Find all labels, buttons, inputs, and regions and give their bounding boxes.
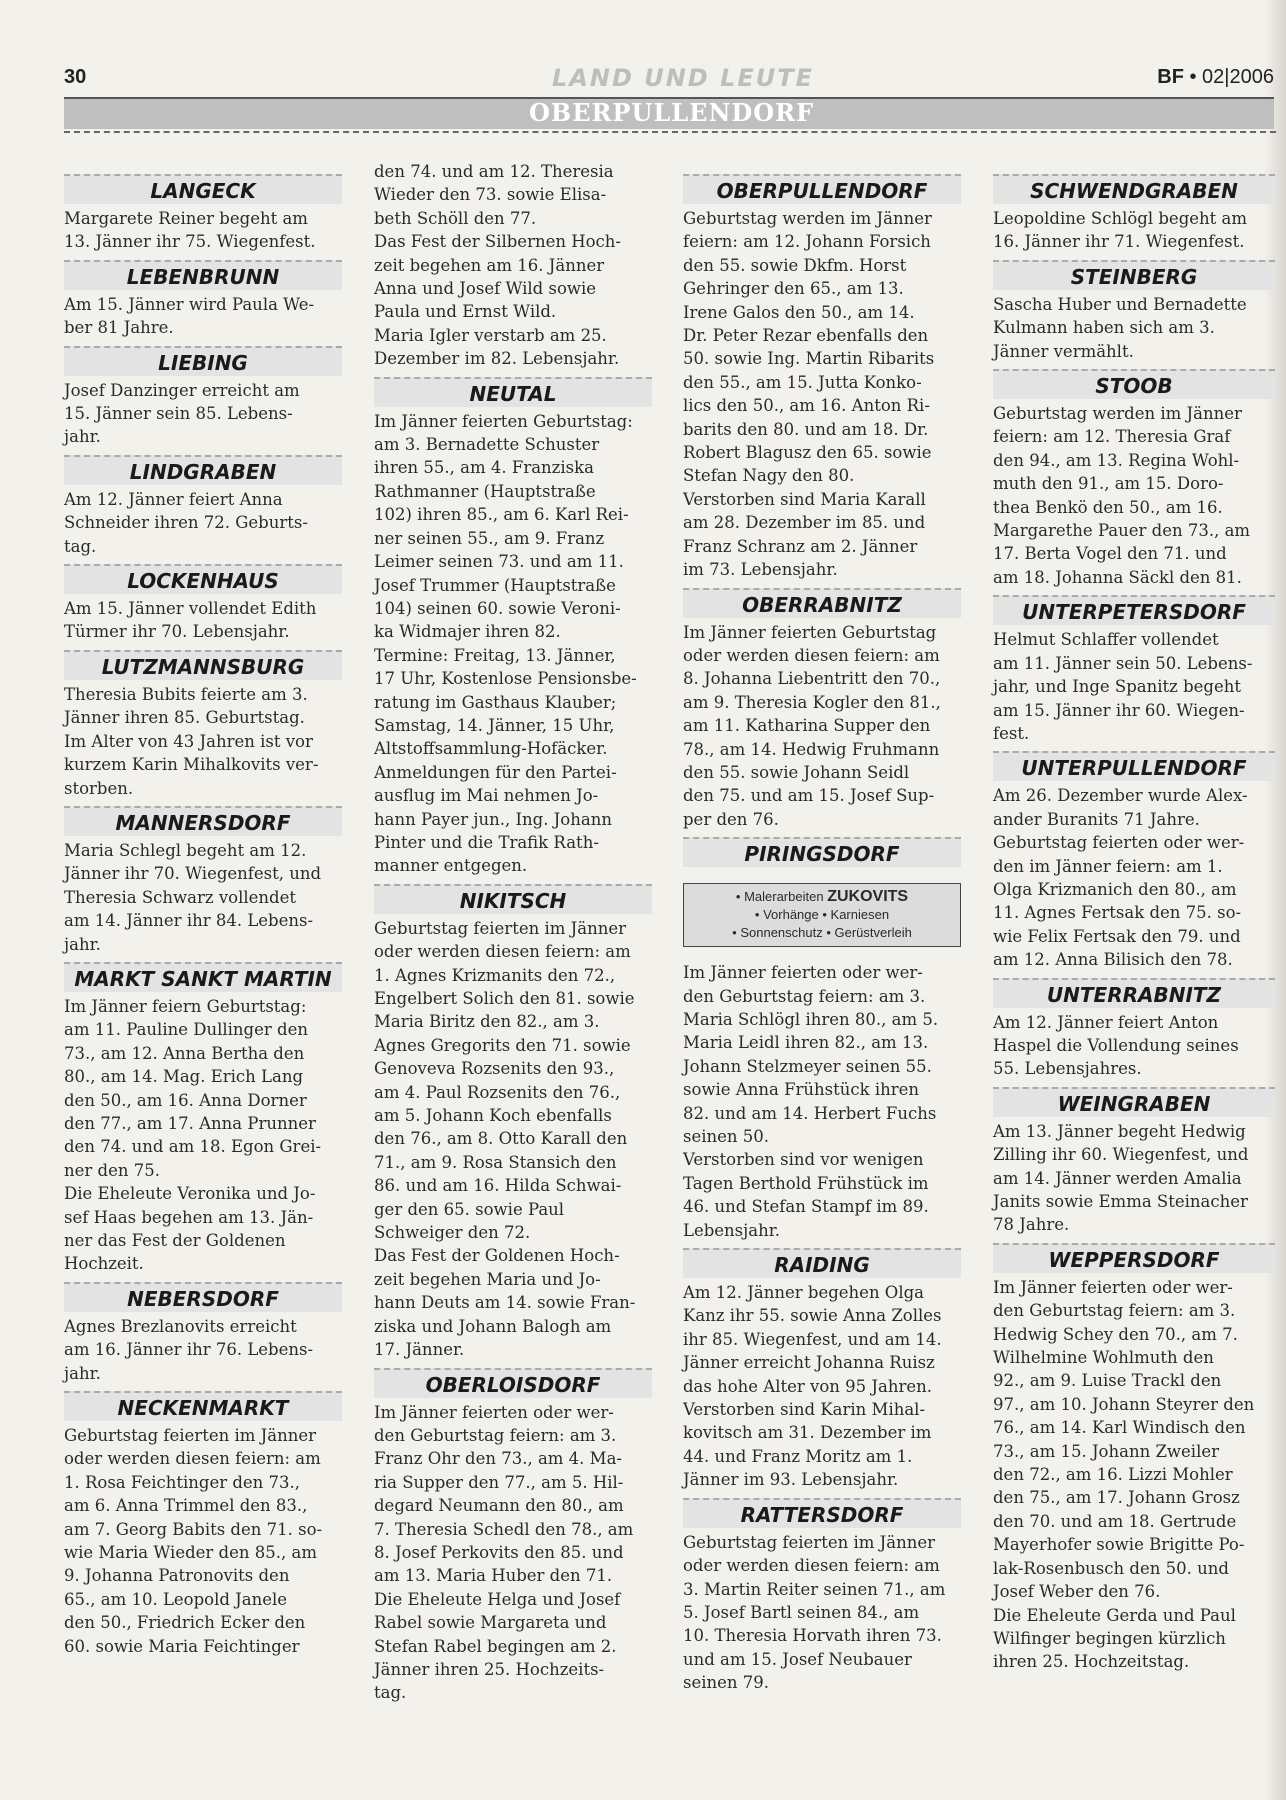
article-text: Geburtstag feierten im Jänner oder werden diesen feiern: am 1. Agnes Krizmanits den 72., Engelbert Solich den 81. sowie Maria Biritz den 82., am 3. Agnes Gregorits den 71. sowie Genoveva Rozsenits den 93., am 4. Paul Rozsenits den 76., am 5. Johann Koch ebenfalls den 76., am 8. Otto Karall den 71., am 9. Rosa Stansich den 86. und am 16. Hilda Schwai- ger den 65. sowie Paul Schweiger den 72. Das Fest der Goldenen Hoch- zeit begehen Maria und Jo- hann Deuts am 14. sowie Fran- ziska und Johann Balogh am 17. Jänner. [374,918,636,1360]
article-text: Am 12. Jänner feiert Anna Schneider ihren 72. Geburts- tag. [64,489,308,556]
town-heading: LEBENBRUNN [64,260,342,290]
ad-line-1 [690,888,954,906]
town-heading: MANNERSDORF [64,806,342,836]
advertisement-box [683,883,961,947]
article-text: Am 12. Jänner feiert Anton Haspel die Vollendung seines 55. Lebensjahres. [993,1012,1239,1079]
town-heading: OBERRABNITZ [683,588,961,618]
article-text: Im Jänner feierten Geburtstag oder werden diesen feiern: am 8. Johanna Liebentritt den 70., am 9. Theresia Kogler den 81., am 11. Katharina Supper den 78., am 14. Hedwig Fruhmann den 55. sowie Johann Seidl den 75. und am 15. Josef Sup- per den 76. [683,622,941,829]
town-heading: NEBERSDORF [64,1282,342,1312]
region-banner [64,97,1274,129]
article-text: den 74. und am 12. Theresia Wieder den 73. sowie Elisa- beth Schöll den 77. Das Fest der Silbernen Hoch- zeit begehen am 16. Jänner Anna und Josef Wild sowie Paula und Ernst Wild. Maria Igler verstarb am 25. Dezember im 82. Lebensjahr. [374,162,621,369]
town-heading: LOCKENHAUS [64,564,342,594]
article-text: Theresia Bubits feierte am 3. Jänner ihren 85. Geburtstag. Im Alter von 43 Jahren ist vor kurzem Karin Mihalkovits ver- storben. [64,684,319,798]
town-heading: PIRINGSDORF [683,837,961,867]
article-text: Im Jänner feierten oder wer- den Geburtstag feiern: am 3. Maria Schlögl ihren 80., am 5. Maria Leidl ihren 82., am 13. Johann Stelzmeyer seinen 55. sowie Anna Frühstück ihren 82. und am 14. Herbert Fuchs seinen 50. Verstorben sind vor wenigen Tagen Berthold Frühstück im 46. und Stefan Stampf im 89. Lebensjahr. [683,963,939,1240]
ad-line-2: • Vorhänge • Karniesen [754,907,890,923]
article-text: Geburtstag feierten im Jänner oder werden diesen feiern: am 1. Rosa Feichtinger den 73., am 6. Anna Trimmel den 83., am 7. Georg Babits den 71. so- wie Maria Wieder den 85., am 9. Johanna Patronovits den 65., am 10. Leopold Janele den 50., Friedrich Ecker den 60. sowie Maria Feichtinger [64,1426,323,1656]
column-3 [683,160,961,1701]
page-number: 30 [64,66,87,88]
town-heading: STEINBERG [993,260,1275,290]
town-heading: RAIDING [683,1248,961,1278]
article-text: Margarete Reiner begeht am 13. Jänner ihr 75. Wiegenfest. [64,209,316,252]
article-text: Leopoldine Schlögl begeht am 16. Jänner ihr 71. Wiegenfest. [993,209,1248,252]
issue-number: • 02|2006 [1189,66,1274,88]
town-heading: WEINGRABEN [993,1087,1275,1117]
article-text: Josef Danzinger erreicht am 15. Jänner sein 85. Lebens- jahr. [64,380,300,447]
region-title: OBERPULLENDORF [529,98,815,127]
ad-line-1-prefix: • Malerarbeiten [735,889,824,905]
article-text: Am 15. Jänner wird Paula We- ber 81 Jahre. [64,294,315,338]
article-text: Geburtstag feierten im Jänner oder werden diesen feiern: am 3. Martin Reiter seinen 71., am 5. Josef Bartl seinen 84., am 10. Theresia Horvath ihren 73. und am 15. Josef Neubauer seinen 79. [683,1532,946,1693]
article-text: Geburtstag werden im Jänner feiern: am 12. Johann Forsich den 55. sowie Dkfm. Horst Gehringer den 65., am 13. Irene Galos den 50., am 14. Dr. Peter Rezar ebenfalls den 50. sowie Ing. Martin Ribarits den 55., am 15. Jutta Konko- lics den 50., am 16. Anton Ri- barits den 80. und am 18. Dr. Robert Blagusz den 65. sowie Stefan Nagy den 80. Verstorben sind Maria Karall am 28. Dezember im 85. und Franz Schranz am 2. Jänner im 73. Lebensjahr. [683,209,935,580]
article-text: Helmut Schlaffer vollendet am 11. Jänner sein 50. Lebens- jahr, und Inge Spanitz begeht am 15. Jänner ihr 60. Wiegen- fest. [993,630,1253,743]
article-text: Im Jänner feierten oder wer- den Geburtstag feiern: am 3. Franz Ohr den 73., am 4. Ma- ria Supper den 77., am 5. Hil- degard Neumann den 80., am 7. Theresia Schedl den 78., am 8. Josef Perkovits den 85. und am 13. Maria Huber den 71. Die Eheleute Helga und Josef Rabel sowie Margareta und Stefan Rabel begingen am 2. Jänner ihren 25. Hochzeits- tag. [374,1402,634,1703]
town-heading: SCHWENDGRABEN [993,174,1275,204]
magazine-name: BF [1157,66,1184,88]
section-title: LAND UND LEUTE [552,64,815,92]
town-heading: UNTERPULLENDORF [993,751,1275,781]
town-heading: OBERPULLENDORF [683,174,961,204]
column-1 [64,160,342,1664]
article-text: Am 12. Jänner begehen Olga Kanz ihr 55. sowie Anna Zolles ihr 85. Wiegenfest, und am 14. Jänner erreicht Johanna Ruisz das hohe Alter von 95 Jahren. Verstorben sind Karin Mihal- kovitsch am 31. Dezember im 44. und Franz Moritz am 1. Jänner im 93. Lebensjahr. [683,1283,942,1490]
article-text: Maria Schlegl begeht am 12. Jänner ihr 70. Wiegenfest, und Theresia Schwarz vollendet am 14. Jänner ihr 84. Lebens- jahr. [64,840,322,954]
article-text: Geburtstag werden im Jänner feiern: am 12. Theresia Graf den 94., am 13. Regina Wohl- muth den 91., am 15. Doro- thea Benkö den 50., am 16. Margarethe Pauer den 73., am 17. Berta Vogel den 71. und am 18. Johanna Säckl den 81. [993,404,1251,587]
article-text: Im Jänner feiern Geburtstag: am 11. Pauline Dullinger den 73., am 12. Anna Bertha den 80., am 14. Mag. Erich Lang den 50., am 16. Anna Dorner den 77., am 17. Anna Prunner den 74. und am 18. Egon Grei- ner den 75. Die Eheleute Veronika und Jo- sef Haas begehen am 13. Jän- ner das Fest der Goldenen Hochzeit. [64,996,322,1274]
town-heading: NEUTAL [374,377,652,407]
town-heading: LINDGRABEN [64,455,342,485]
column-2 [374,160,652,1711]
issue-label [1157,66,1274,89]
ad-brand: ZUKOVITS [827,888,909,906]
article-text: Im Jänner feierten oder wer- den Geburtstag feiern: am 3. Hedwig Schey den 70., am 7. Wilhelmine Wohlmuth den 92., am 9. Luise Trackl den 97., am 10. Johann Steyrer den 76., am 14. Karl Windisch den 73., am 15. Johann Zweiler den 72., am 16. Lizzi Mohler den 75., am 17. Johann Grosz den 70. und am 18. Gertrude Mayerhofer sowie Brigitte Po- lak-Rosenbusch den 50. und Josef Weber den 76. Die Eheleute Gerda und Paul Wilfinger begingen kürzlich ihren 25. Hochzeitstag. [993,1277,1255,1672]
article-text: Am 13. Jänner begeht Hedwig Zilling ihr 60. Wiegenfest, und am 14. Jänner werden Amalia Janits sowie Emma Steinacher 78 Jahre. [993,1121,1249,1235]
town-heading: LIEBING [64,346,342,376]
town-heading: UNTERRABNITZ [993,978,1275,1008]
article-text: Am 15. Jänner vollendet Edith Türmer ihr 70. Lebensjahr. [64,599,317,642]
town-heading: NIKITSCH [374,884,652,914]
header-rule [64,131,1276,133]
town-heading: OBERLOISDORF [374,1368,652,1398]
town-heading: STOOB [993,369,1275,399]
town-heading: WEPPERSDORF [993,1243,1275,1273]
article-text: Am 26. Dezember wurde Alex- ander Buranits 71 Jahre. Geburtstag feierten oder wer- den im Jänner feiern: am 1. Olga Krizmanich den 80., am 11. Agnes Fertsak den 75. so- wie Felix Fertsak den 79. und am 12. Anna Bilisich den 78. [993,786,1248,970]
ad-line-3: • Sonnenschutz • Gerüstverleih [732,925,912,941]
town-heading: UNTERPETERSDORF [993,595,1275,625]
town-heading: LUTZMANNSBURG [64,650,342,680]
town-heading: LANGECK [64,174,342,204]
article-text: Im Jänner feierten Geburtstag: am 3. Bernadette Schuster ihren 55., am 4. Franziska Rathmanner (Hauptstraße 102) ihren 85., am 6. Karl Rei- ner seinen 55., am 9. Franz Leimer seinen 73. und am 11. Josef Trummer (Hauptstraße 104) seinen 60. sowie Veroni- ka Widmajer ihren 82. Termine: Freitag, 13. Jänner, 17 Uhr, Kostenlose Pensionsbe- ratung im Gasthaus Klauber; Samstag, 14. Jänner, 15 Uhr, Altstoffsammlung-Hofäcker. Anmeldungen für den Partei- ausflug im Mai nehmen Jo- hann Payer jun., Ing. Johann Pinter und die Trafik Rath- manner entgegen. [374,411,637,876]
article-text: Sascha Huber und Bernadette Kulmann haben sich am 3. Jänner vermählt. [993,294,1247,361]
town-heading: RATTERSDORF [683,1498,961,1528]
town-heading: MARKT SANKT MARTIN [64,962,342,992]
column-4 [993,160,1275,1680]
article-text: Agnes Brezlanovits erreicht am 16. Jänner ihr 76. Lebens- jahr. [64,1316,314,1383]
town-heading: NECKENMARKT [64,1391,342,1421]
